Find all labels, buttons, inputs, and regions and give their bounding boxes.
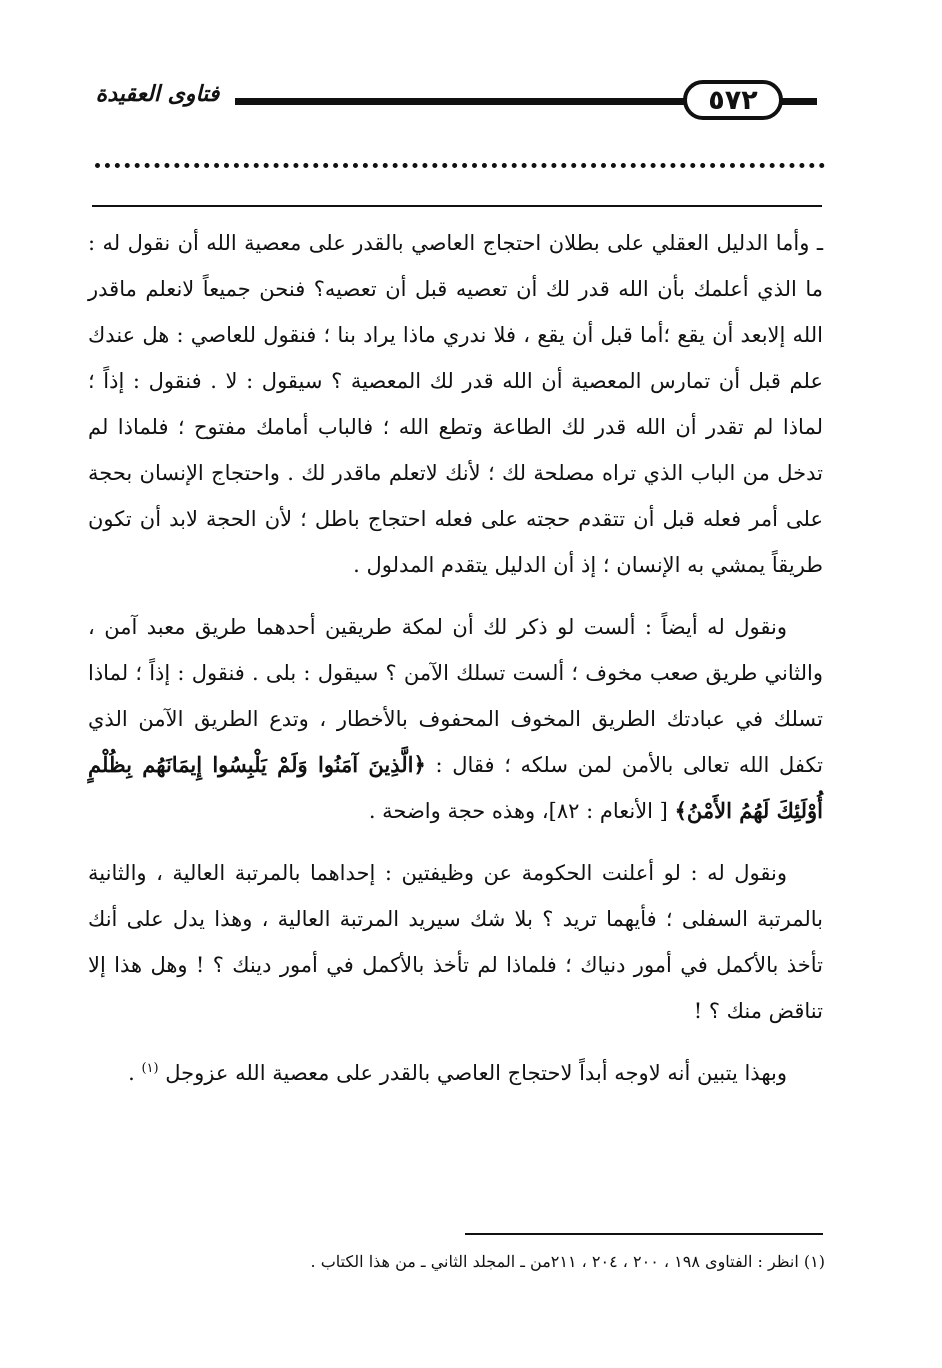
paragraph-2-citation: [ الأنعام : ٨٢]، وهذه حجة واضحة . [368,799,668,823]
paragraph-4-end: . [128,1061,135,1085]
footnote-divider [465,1233,823,1235]
paragraph-1: ـ وأما الدليل العقلي على بطلان احتجاج العاصي بالقدر على معصية الله أن نقول له : ما الذي أعلمك بأن الله قدر لك أن تعصيه قبل أن تعصيه؟ فنحن جميعاً لانعلم ماقدر الله إلابعد أن يقع ؛أما قبل أن يقع ، فلا ندري ماذا يراد بنا ؛ فنقول للعاصي : هل عندك علم قبل أن تمارس المعصية أن الله قدر لك المعصية ؟ سيقول : لا . فنقول : إذاً ؛ لماذا لم تقدر أن الله قدر لك الطاعة وتطع الله ؛ فالباب أمامك مفتوح ؛ فلماذا لم تدخل من الباب الذي تراه مصلحة لك ؛ لأنك لاتعلم ماقدر لك . واحتجاج الإنسان بحجة على أمر فعله قبل أن تتقدم حجته على فعله احتجاج باطل ؛ لأن الحجة لابد أن تكون طريقاً يمشي به الإنسان ؛ إذ أن الدليل يتقدم المدلول . [88,231,823,577]
paragraph-3: ونقول له : لو أعلنت الحكومة عن وظيفتين : إحداهما بالمرتبة العالية ، والثانية بالمرتبة السفلى ؛ فأيهما تريد ؟ بلا شك سيريد المرتبة العالية ، وهذا يدل على أنك تأخذ بالأكمل في أمور دنياك ؛ فلماذا لم تأخذ بالأكمل في أمور دينك ؟ ! وهل هذا إلا تناقض منك ؟ ! [88,861,823,1023]
header-divider [92,205,822,207]
main-text [88,220,823,1112]
paragraph-2-text: ونقول له أيضاً : ألست لو ذكر لك أن لمكة طريقين أحدهما طريق معبد آمن ، والثاني طريق صعب مخوف ؛ ألست تسلك الآمن ؟ سيقول : بلى . فنقول : إذاً ؛ لماذا تسلك في عبادتك الطريق المخوف المحفوف بالأخطار ، وتدع الطريق الآمن الذي تكفل الله تعالى بالأمن لمن سلكه ؛ فقال : [88,615,823,777]
paragraph-4 [88,1050,823,1096]
book-title: فتاوى العقيدة [95,82,220,107]
page-header [85,72,825,132]
footnote-reference[interactable]: (١) [141,1061,159,1076]
header-rule-left [235,98,690,105]
quran-verse: ﴿الَّذِينَ آمَنُوا وَلَمْ يَلْبِسُوا إِيمَانَهُم بِظُلْمٍ أُوْلَئِكَ لَهُمُ الأَمْنُ﴾ [88,752,823,823]
footnote: (١) انظر : الفتاوى ١٩٨ ، ٢٠٠ ، ٢٠٤ ، ٢١١من ـ المجلد الثاني ـ من هذا الكتاب . [310,1252,825,1271]
paragraph-2 [88,604,823,834]
paragraph-4-text: وبهذا يتبين أنه لاوجه أبداً لاحتجاج العاصي بالقدر على معصية الله عزوجل [165,1061,787,1085]
page-number [683,80,783,120]
page-number-text: ٥٧٢ [708,84,758,116]
dotted-divider [95,163,825,168]
